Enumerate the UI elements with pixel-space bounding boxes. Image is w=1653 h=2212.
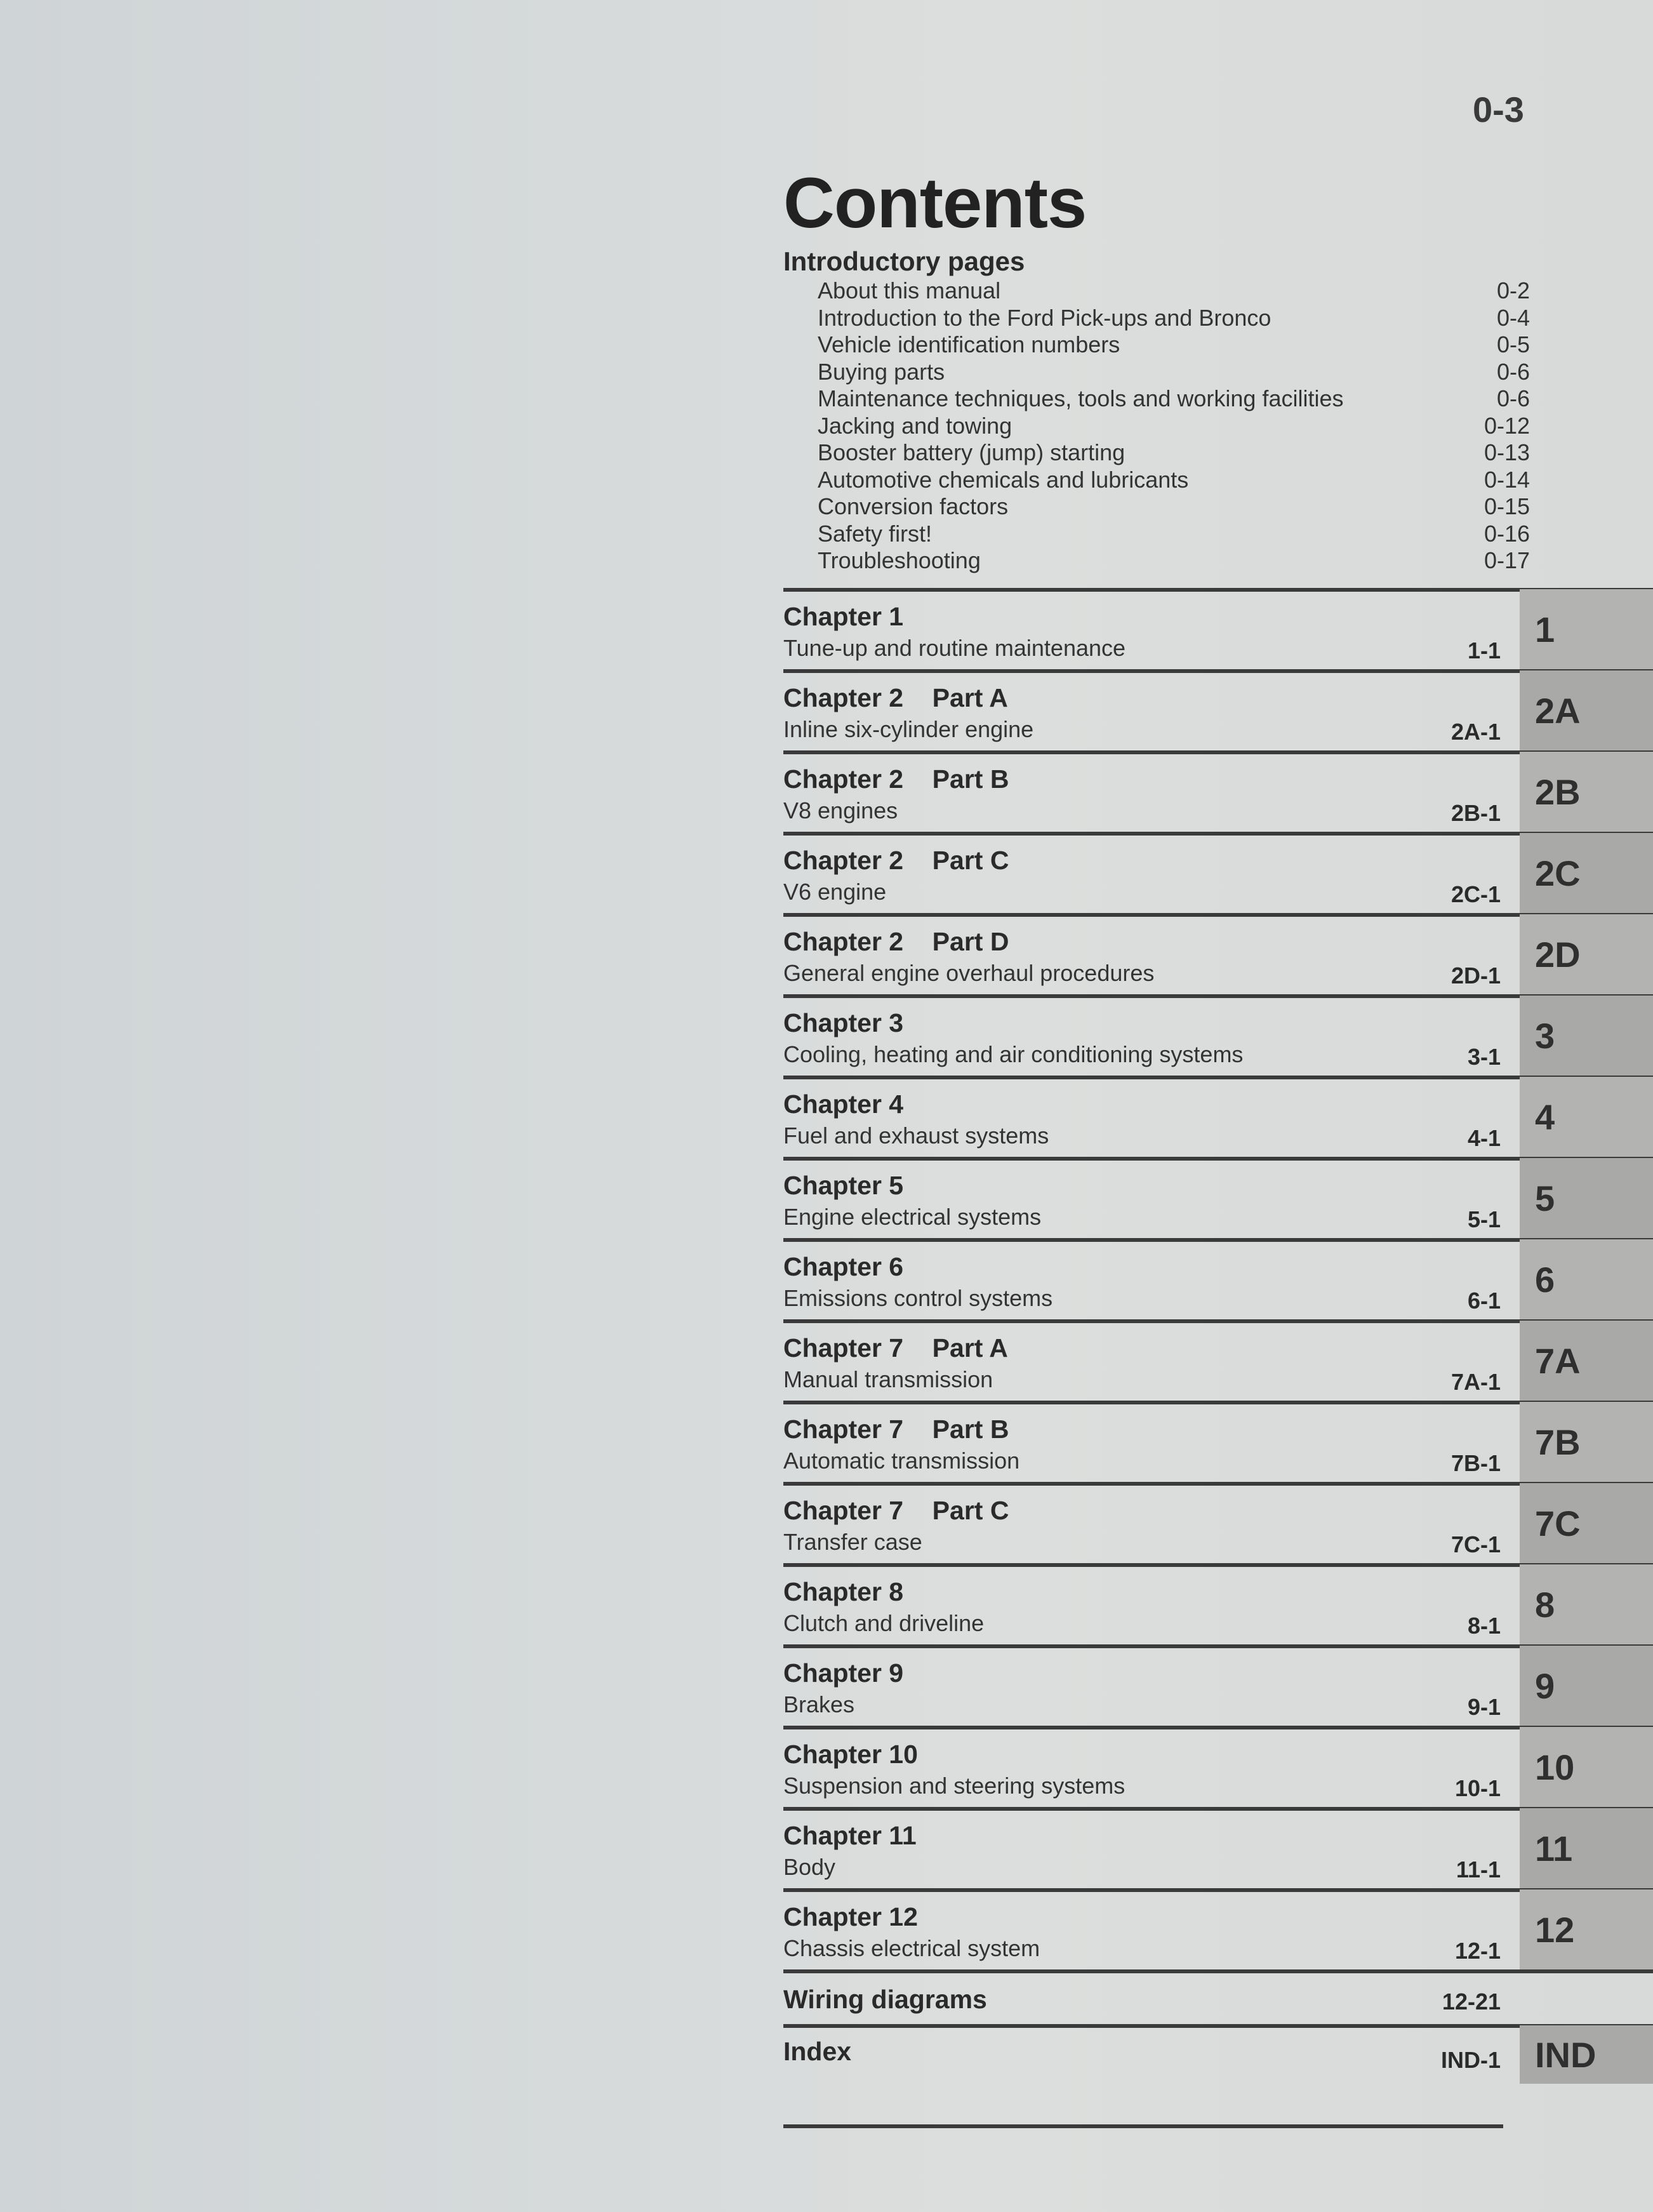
chapter-title: Chapter 6 bbox=[783, 1252, 904, 1281]
chapter-tab[interactable]: 2D bbox=[1520, 914, 1653, 994]
chapter-subtitle: General engine overhaul procedures bbox=[783, 960, 1155, 986]
chapter-tab[interactable]: 2A bbox=[1520, 670, 1653, 750]
chapter-row-11[interactable] bbox=[783, 1807, 1653, 1888]
chapter-subtitle: Engine electrical systems bbox=[783, 1204, 1042, 1230]
chapter-page: 5-1 bbox=[1467, 1206, 1501, 1232]
chapter-title: Chapter 2 Part B bbox=[783, 764, 1009, 794]
chapter-title: Chapter 10 bbox=[783, 1740, 918, 1769]
chapter-subtitle: Clutch and driveline bbox=[783, 1610, 985, 1636]
intro-item-page: 0-6 bbox=[1496, 385, 1530, 411]
chapter-title: Chapter 11 bbox=[783, 1821, 917, 1850]
chapter-subtitle: Body bbox=[783, 1854, 836, 1880]
chapter-subtitle: Transfer case bbox=[783, 1529, 922, 1555]
chapter-tab[interactable]: 10 bbox=[1520, 1727, 1653, 1807]
chapter-page: 12-1 bbox=[1454, 1938, 1501, 1964]
chapter-row-4[interactable] bbox=[783, 1076, 1653, 1157]
chapter-page: 7C-1 bbox=[1451, 1531, 1501, 1557]
chapter-title: Chapter 3 bbox=[783, 1008, 904, 1037]
chapter-row-7c[interactable] bbox=[783, 1482, 1653, 1563]
intro-list bbox=[818, 277, 1530, 575]
chapter-subtitle: Cooling, heating and air conditioning systems bbox=[783, 1041, 1244, 1067]
chapter-page: 1-1 bbox=[1467, 637, 1501, 663]
chapter-subtitle: Automatic transmission bbox=[783, 1448, 1020, 1474]
chapter-page: 2D-1 bbox=[1451, 963, 1501, 989]
chapter-page: 10-1 bbox=[1454, 1775, 1501, 1801]
chapter-row-3[interactable] bbox=[783, 994, 1653, 1076]
chapter-page: 7A-1 bbox=[1451, 1369, 1501, 1395]
index-tab[interactable]: IND bbox=[1520, 2025, 1653, 2084]
intro-item-page: 0-15 bbox=[1484, 493, 1530, 519]
chapter-title: Chapter 2 Part D bbox=[783, 927, 1009, 956]
intro-heading: Introductory pages bbox=[783, 246, 1025, 276]
chapter-title: Chapter 12 bbox=[783, 1902, 918, 1931]
intro-item-label: Conversion factors bbox=[818, 493, 1009, 519]
chapter-page: 3-1 bbox=[1467, 1044, 1501, 1070]
chapter-title: Chapter 1 bbox=[783, 602, 904, 631]
intro-item-page: 0-2 bbox=[1496, 277, 1530, 303]
intro-item-label: Booster battery (jump) starting bbox=[818, 439, 1125, 465]
chapter-page: 2C-1 bbox=[1451, 881, 1501, 907]
intro-item-page: 0-4 bbox=[1496, 304, 1530, 331]
intro-item-page: 0-14 bbox=[1484, 466, 1530, 493]
chapter-title: Chapter 7 Part A bbox=[783, 1333, 1008, 1363]
chapter-tab[interactable]: 2B bbox=[1520, 752, 1653, 832]
intro-item-page: 0-5 bbox=[1496, 331, 1530, 357]
chapter-page: 11-1 bbox=[1456, 1856, 1501, 1882]
intro-item[interactable] bbox=[818, 277, 1530, 305]
chapter-title: Chapter 9 bbox=[783, 1658, 904, 1688]
chapter-tab[interactable]: 2C bbox=[1520, 833, 1653, 913]
wiring-diagrams-page: 12-21 bbox=[1442, 1989, 1501, 2015]
chapter-tab[interactable]: 11 bbox=[1520, 1808, 1653, 1888]
intro-item[interactable] bbox=[818, 521, 1530, 548]
chapter-tab[interactable]: 7C bbox=[1520, 1483, 1653, 1563]
chapter-title: Chapter 7 Part B bbox=[783, 1415, 1009, 1444]
chapter-title: Chapter 5 bbox=[783, 1171, 904, 1200]
chapter-tab[interactable]: 1 bbox=[1520, 589, 1653, 669]
intro-item-page: 0-13 bbox=[1484, 439, 1530, 465]
chapter-tab[interactable]: 6 bbox=[1520, 1239, 1653, 1319]
chapter-subtitle: Chassis electrical system bbox=[783, 1935, 1040, 1961]
chapter-subtitle: V6 engine bbox=[783, 879, 887, 905]
chapter-row-6[interactable] bbox=[783, 1238, 1653, 1319]
chapter-subtitle: V8 engines bbox=[783, 797, 898, 823]
intro-item-page: 0-17 bbox=[1484, 547, 1530, 573]
intro-item[interactable] bbox=[818, 493, 1530, 521]
intro-item-label: Maintenance techniques, tools and working facilities bbox=[818, 385, 1344, 411]
intro-item-label: Automotive chemicals and lubricants bbox=[818, 466, 1189, 493]
bottom-divider bbox=[783, 2124, 1503, 2128]
chapter-subtitle: Tune-up and routine maintenance bbox=[783, 635, 1126, 661]
chapter-list bbox=[783, 588, 1653, 2080]
chapter-tab[interactable]: 7A bbox=[1520, 1321, 1653, 1401]
chapter-title: Chapter 2 Part C bbox=[783, 846, 1009, 875]
chapter-page: 2A-1 bbox=[1451, 719, 1501, 745]
chapter-subtitle: Brakes bbox=[783, 1691, 855, 1717]
intro-item[interactable] bbox=[818, 439, 1530, 467]
chapter-tab[interactable]: 5 bbox=[1520, 1158, 1653, 1238]
chapter-row-9[interactable] bbox=[783, 1644, 1653, 1726]
intro-item[interactable] bbox=[818, 305, 1530, 332]
intro-item-page: 0-6 bbox=[1496, 358, 1530, 385]
chapter-title: Chapter 7 Part C bbox=[783, 1496, 1009, 1525]
intro-item-page: 0-16 bbox=[1484, 520, 1530, 547]
chapter-row-7a[interactable] bbox=[783, 1319, 1653, 1401]
intro-item-page: 0-12 bbox=[1484, 412, 1530, 439]
chapter-page: 8-1 bbox=[1467, 1613, 1501, 1639]
chapter-row-2c[interactable] bbox=[783, 832, 1653, 913]
chapter-subtitle: Manual transmission bbox=[783, 1366, 993, 1392]
chapter-row-2d[interactable] bbox=[783, 913, 1653, 994]
index-title: Index bbox=[783, 2037, 852, 2066]
chapter-row-12[interactable] bbox=[783, 1888, 1653, 1969]
wiring-diagrams-title: Wiring diagrams bbox=[783, 1985, 987, 2014]
index-page: IND-1 bbox=[1440, 2047, 1501, 2073]
intro-item-label: Vehicle identification numbers bbox=[818, 331, 1120, 357]
chapter-row-1[interactable] bbox=[783, 588, 1653, 669]
intro-item-label: Troubleshooting bbox=[818, 547, 981, 573]
wiring-diagrams-row[interactable] bbox=[783, 1969, 1653, 2024]
intro-item-label: About this manual bbox=[818, 277, 1001, 303]
chapter-subtitle: Fuel and exhaust systems bbox=[783, 1123, 1049, 1149]
chapter-tab[interactable]: 4 bbox=[1520, 1077, 1653, 1157]
chapter-page: 4-1 bbox=[1467, 1125, 1501, 1151]
chapter-row-8[interactable] bbox=[783, 1563, 1653, 1644]
chapter-tab[interactable]: 8 bbox=[1520, 1564, 1653, 1644]
intro-item[interactable] bbox=[818, 547, 1530, 575]
intro-item-label: Safety first! bbox=[818, 520, 933, 547]
chapter-row-7b[interactable] bbox=[783, 1401, 1653, 1482]
index-row[interactable] bbox=[783, 2024, 1653, 2080]
chapter-title: Chapter 2 Part A bbox=[783, 683, 1008, 712]
chapter-subtitle: Emissions control systems bbox=[783, 1285, 1053, 1311]
chapter-tab[interactable]: 7B bbox=[1520, 1402, 1653, 1482]
chapter-page: 7B-1 bbox=[1451, 1450, 1501, 1476]
chapter-page: 6-1 bbox=[1467, 1288, 1501, 1314]
intro-item-label: Jacking and towing bbox=[818, 412, 1012, 439]
chapter-title: Chapter 8 bbox=[783, 1577, 904, 1606]
page-title: Contents bbox=[783, 163, 1087, 243]
chapter-row-5[interactable] bbox=[783, 1157, 1653, 1238]
intro-item[interactable] bbox=[818, 359, 1530, 386]
chapter-subtitle: Suspension and steering systems bbox=[783, 1773, 1125, 1799]
chapter-page: 2B-1 bbox=[1451, 800, 1501, 826]
chapter-row-2b[interactable] bbox=[783, 750, 1653, 832]
intro-item-label: Buying parts bbox=[818, 358, 945, 385]
chapter-tab[interactable]: 3 bbox=[1520, 996, 1653, 1076]
page-number: 0-3 bbox=[1473, 90, 1524, 130]
chapter-tab[interactable]: 9 bbox=[1520, 1646, 1653, 1726]
chapter-page: 9-1 bbox=[1467, 1694, 1501, 1720]
intro-item[interactable] bbox=[818, 331, 1530, 359]
chapter-row-2a[interactable] bbox=[783, 669, 1653, 750]
chapter-subtitle: Inline six-cylinder engine bbox=[783, 716, 1034, 742]
chapter-tab[interactable]: 12 bbox=[1520, 1889, 1653, 1969]
intro-item[interactable] bbox=[818, 413, 1530, 440]
intro-item[interactable] bbox=[818, 467, 1530, 494]
intro-item[interactable] bbox=[818, 385, 1530, 413]
intro-item-label: Introduction to the Ford Pick-ups and Bronco bbox=[818, 304, 1271, 331]
chapter-row-10[interactable] bbox=[783, 1726, 1653, 1807]
chapter-title: Chapter 4 bbox=[783, 1089, 904, 1119]
